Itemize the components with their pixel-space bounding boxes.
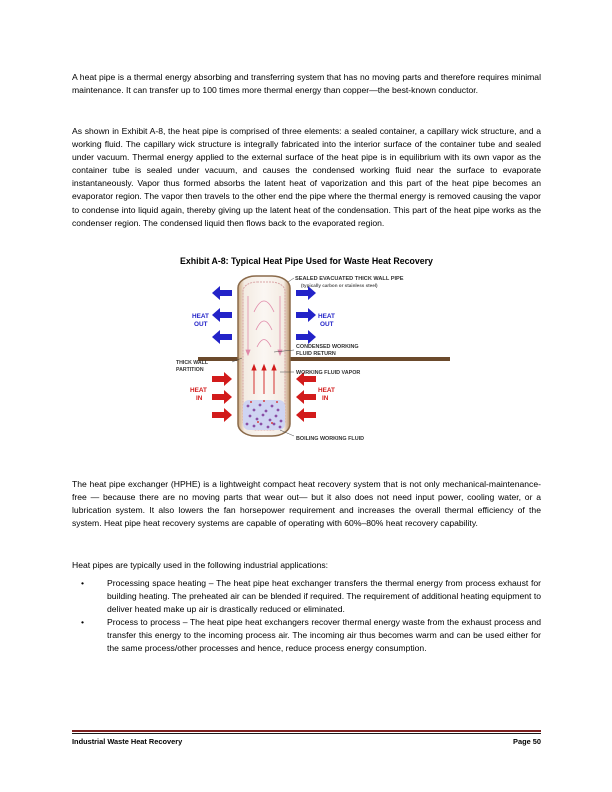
heat-pipe-diagram [170, 272, 450, 450]
intro-paragraph: A heat pipe is a thermal energy absorbing and transferring system that has no moving parts and therefore requires minimal maintenance. It can transfer up to 100 times more thermal energy than copper—the best-known conductor. [72, 72, 541, 96]
exhibit-caption: Exhibit A-8: Typical Heat Pipe Used for Waste Heat Recovery [180, 256, 433, 266]
heat-out-right-label-2: OUT [320, 321, 334, 328]
condensed-fluid-label: CONDENSED WORKING [296, 344, 359, 350]
list-item [72, 577, 541, 616]
list-item-text: Process to process – The heat pipe heat exchangers recover thermal energy waste from the exhaust process and transfer this energy to the incoming process air. The incoming air thus becomes warm and can be used either for the same process/other processes and hence, reduce process energy consumption. [107, 617, 541, 654]
sealed-container-sublabel: (typically carbon or stainless steel) [301, 283, 378, 288]
vapor-label: WORKING FLUID VAPOR [296, 370, 361, 376]
heat-out-arrows-left [212, 286, 232, 344]
heat-in-right-label-2: IN [322, 395, 329, 402]
heat-in-arrows-right [296, 372, 316, 422]
heat-in-right-label: HEAT [318, 387, 335, 394]
bullet-icon: • [81, 617, 85, 628]
boiling-fluid-label: BOILING WORKING FLUID [296, 436, 364, 442]
heat-out-right-label: HEAT [318, 313, 335, 320]
page-number: Page 50 [513, 737, 541, 746]
condensed-fluid-label-2: FLUID RETURN [296, 351, 336, 357]
footer-rule [72, 730, 541, 732]
footer-title: Industrial Waste Heat Recovery [72, 737, 183, 746]
heat-out-left-label-2: OUT [194, 321, 208, 328]
applications-list [72, 577, 541, 656]
hphe-paragraph: The heat pipe exchanger (HPHE) is a lightweight compact heat recovery system that is not only mechanical-maintenance-free — because there are no moving parts that wear out— but it also does not need input power, cooling water, or a lubrication system. It also lowers the fan horsepower requirement and increases the overall thermal efficiency of the system. Heat pipe heat recovery systems are capable of operating with 60%–80% heat recovery capability. [72, 479, 541, 529]
applications-intro: Heat pipes are typically used in the following industrial applications: [72, 560, 329, 570]
heat-pipe-description-paragraph: As shown in Exhibit A-8, the heat pipe is comprised of three elements: a sealed container, a capillary wick structure, and a working fluid. The capillary wick structure is integrally fabricated into the interior surface of the container tube and sealed under vacuum. Thermal energy applied to the external surface of the heat pipe is in equilibrium with its own vapor as the container tube is sealed under vacuum, and causes the condensed working fluid near the surface to evaporate instantaneously. Vapor thus formed absorbs the latent heat of vaporization and this part of the heat pipe becomes an evaporator region. The vapor then travels to the other end the pipe where the thermal energy is removed causing the vapor to condense into liquid again, thereby giving up the latent heat of the condensation. This part of the heat pipe works as the condenser region. The condensed liquid then flows back to the evaporated region. [72, 126, 541, 228]
heat-out-arrows-right [296, 286, 316, 344]
heat-in-left-label-2: IN [196, 395, 203, 402]
sealed-container-label: SEALED EVACUATED THICK WALL PIPE [295, 276, 404, 282]
list-item [72, 616, 541, 655]
bullet-icon: • [81, 578, 85, 588]
heat-in-arrows-left [212, 372, 232, 422]
heat-in-left-label: HEAT [190, 387, 207, 394]
heat-out-left-label: HEAT [192, 313, 209, 320]
boiling-fluid [243, 400, 285, 430]
footer-rule-thin [72, 733, 541, 734]
list-item-text: Processing space heating – The heat pipe heat exchanger transfers the thermal energy from process exhaust for building heating. The preheated air can be blended if required. The requirement of additional heating equipment to deliver heated make up air is drastically reduced or eliminated. [107, 578, 541, 615]
partition-label: THICK WALL [176, 360, 208, 366]
partition-label-2: PARTITION [176, 367, 204, 373]
